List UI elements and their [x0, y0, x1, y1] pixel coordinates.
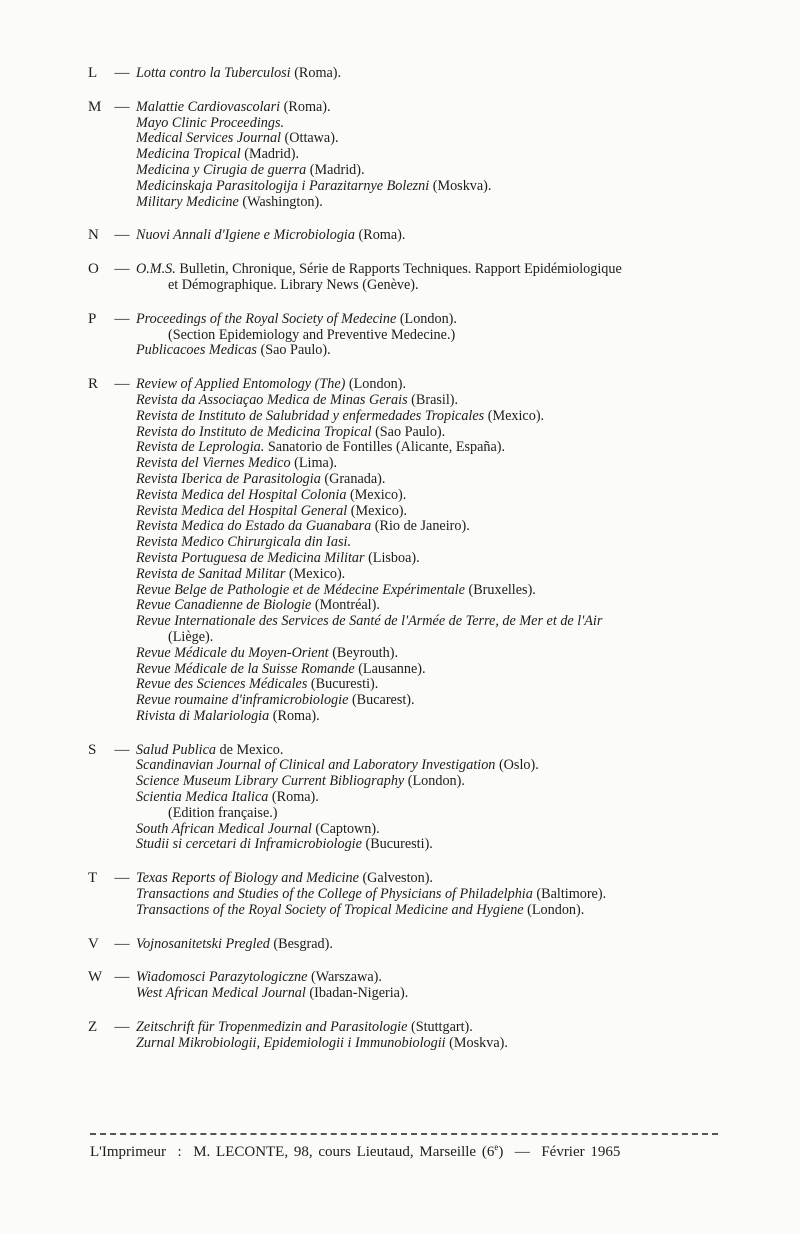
journal-entry: [136, 472, 728, 488]
section-dash: —: [114, 935, 130, 952]
journal-title: Medicina Tropical: [136, 146, 241, 163]
journal-entry: [136, 228, 728, 244]
journal-location: et Démographique. Library News (Genève).: [168, 276, 419, 293]
section-m: [88, 100, 728, 211]
section-o: [88, 262, 728, 294]
journal-title: Mayo Clinic Proceedings.: [136, 114, 285, 131]
journal-location: (Roma).: [280, 98, 331, 115]
printer-label: L'Imprimeur: [90, 1144, 167, 1160]
journal-entry: [136, 131, 728, 147]
journal-index-list: [88, 66, 728, 1070]
journal-entry: [136, 100, 728, 116]
journal-location: (Sao Paulo).: [256, 342, 331, 359]
journal-title: Revue Belge de Pathologie et de Médecine Expérimentale: [136, 581, 465, 598]
section-n: [88, 228, 728, 244]
journal-entry: [136, 551, 728, 567]
journal-location: de Mexico.: [216, 741, 284, 758]
section-entries: [136, 871, 728, 918]
section-letter: O: [88, 261, 99, 278]
journal-entry: [136, 887, 728, 903]
journal-location: (Rio de Janeiro).: [371, 518, 470, 535]
journal-title: Lotta contro la Tuberculosi: [136, 65, 291, 81]
journal-location: (Liège).: [168, 628, 214, 645]
journal-entry: [136, 425, 728, 441]
journal-title: Transactions of the Royal Society of Tropical Medicine and Hygiene: [136, 901, 524, 918]
journal-title: Revue Internationale des Services de Santé de l'Armée de Terre, de Mer et de l'Air: [136, 613, 603, 630]
section-entries: [136, 1020, 728, 1052]
section-z: [88, 1020, 728, 1052]
section-dash: —: [114, 310, 130, 327]
section-l: [88, 66, 728, 82]
journal-title: Revue Canadienne de Biologie: [136, 597, 312, 614]
district-superscript: e: [494, 1142, 499, 1152]
journal-entry: [136, 986, 728, 1002]
journal-entry: [136, 377, 728, 393]
journal-title: Revista Iberica de Parasitologia: [136, 470, 321, 487]
section-letter: V: [88, 935, 99, 952]
journal-title: Military Medicine: [136, 193, 239, 210]
section-dash: —: [114, 261, 130, 278]
print-date: Février 1965: [541, 1144, 621, 1160]
journal-location: (Lausanne).: [354, 660, 426, 677]
journal-location: (Edition française.): [168, 804, 278, 821]
journal-entry: [136, 774, 728, 790]
journal-location: (Besgrad).: [269, 935, 333, 952]
journal-entry: [136, 409, 728, 425]
journal-location: Sanatorio de Fontilles (Alicante, España).: [264, 439, 506, 456]
journal-entry: [136, 583, 728, 599]
journal-entry: [136, 488, 728, 504]
journal-title: West African Medical Journal: [136, 985, 306, 1002]
journal-title: O.M.S.: [136, 261, 176, 278]
journal-title: Wiadomosci Parazytologiczne: [136, 969, 308, 986]
section-entries: [136, 262, 728, 294]
section-dash: —: [114, 98, 130, 115]
journal-title: Salud Publica: [136, 741, 216, 758]
journal-location: (Warszawa).: [307, 969, 382, 986]
section-entries: [136, 970, 728, 1002]
journal-location: (Bruxelles).: [464, 581, 536, 598]
journal-entry: [136, 598, 728, 614]
journal-location: (Mexico).: [347, 502, 408, 519]
journal-title: Revista Medica del Hospital General: [136, 502, 348, 519]
section-dash: —: [114, 227, 130, 244]
journal-location: (Mexico).: [484, 407, 545, 424]
journal-title: Medicina y Cirugia de guerra: [136, 161, 307, 178]
journal-location: Bulletin, Chronique, Série de Rapports Techniques. Rapport Epidémiologique: [175, 261, 622, 278]
journal-title: Revista de Leprologia.: [136, 439, 265, 456]
journal-location: (Moskva).: [429, 177, 492, 194]
section-entries: [136, 100, 728, 211]
journal-entry: [136, 504, 728, 520]
section-dash: —: [114, 65, 130, 81]
journal-location: (London).: [396, 310, 457, 327]
section-w: [88, 970, 728, 1002]
journal-title: Revue roumaine d'inframicrobiologie: [136, 692, 349, 709]
journal-entry: [136, 758, 728, 774]
journal-title: Zeitschrift für Tropenmedizin and Parasitologie: [136, 1019, 408, 1036]
journal-location: (London).: [523, 901, 585, 918]
section-entries: [136, 743, 728, 854]
journal-entry: [136, 440, 728, 456]
journal-entry: [136, 328, 728, 344]
journal-title: Medical Services Journal: [136, 130, 281, 147]
journal-entry: [136, 806, 728, 822]
journal-title: Vojnosanitetski Pregled: [136, 935, 270, 952]
journal-location: (Ottawa).: [280, 130, 339, 147]
journal-title: Revista Medica do Estado da Guanabara: [136, 518, 372, 535]
section-letter: L: [88, 65, 98, 81]
journal-title: Revue des Sciences Médicales: [136, 676, 308, 693]
section-dash: —: [114, 741, 130, 758]
journal-entry: [136, 393, 728, 409]
journal-entry: [136, 66, 728, 82]
section-letter: N: [88, 227, 99, 244]
journal-entry: [136, 195, 728, 211]
journal-entry: [136, 822, 728, 838]
journal-title: Scandinavian Journal of Clinical and Laboratory Investigation: [136, 757, 496, 774]
journal-title: Revista del Viernes Medico: [136, 455, 291, 472]
journal-location: (Beyrouth).: [328, 644, 398, 661]
journal-title: Scientia Medica Italica: [136, 789, 269, 806]
journal-location: (Bucarest).: [348, 692, 415, 709]
journal-title: Medicinskaja Parasitologija i Parazitarnye Bolezni: [136, 177, 430, 194]
journal-title: Proceedings of the Royal Society of Medecine: [136, 310, 397, 327]
journal-title: Revista de Instituto de Salubridad y enfermedades Tropicales: [136, 407, 485, 424]
journal-entry: [136, 163, 728, 179]
section-letter: S: [88, 741, 97, 758]
section-entries: [136, 66, 728, 82]
journal-location: (Bucuresti).: [307, 676, 379, 693]
journal-title: Revista Medica del Hospital Colonia: [136, 486, 347, 503]
journal-entry: [136, 790, 728, 806]
journal-location: (Roma).: [269, 707, 320, 724]
section-dash: —: [114, 969, 130, 986]
journal-location: (London).: [345, 376, 407, 393]
journal-title: Science Museum Library Current Bibliography: [136, 773, 405, 790]
section-dash: —: [114, 870, 130, 887]
journal-location: (Lima).: [290, 455, 338, 472]
section-letter: T: [88, 870, 98, 887]
journal-title: South African Medical Journal: [136, 820, 312, 837]
journal-location: (Stuttgart).: [407, 1019, 473, 1036]
journal-location: (Brasil).: [407, 391, 459, 408]
journal-location: (Montréal).: [311, 597, 380, 614]
journal-location: (Captown).: [311, 820, 380, 837]
journal-entry: [136, 937, 728, 953]
section-entries: [136, 377, 728, 725]
section-letter: P: [88, 310, 97, 327]
journal-title: Transactions and Studies of the College of Physicians of Philadelphia: [136, 886, 533, 903]
journal-title: Revista do Instituto de Medicina Tropical: [136, 423, 372, 440]
journal-location: (Galveston).: [358, 870, 433, 887]
section-s: [88, 743, 728, 854]
section-entries: [136, 228, 728, 244]
printer-footer: L'Imprimeur : M. LECONTE, 98, cours Lieutaud, Marseille (6e) — Février 1965: [90, 1142, 621, 1160]
journal-title: Revue Médicale du Moyen-Orient: [136, 644, 329, 661]
journal-entry: [136, 147, 728, 163]
district-number: 6: [486, 1144, 495, 1160]
journal-entry: [136, 179, 728, 195]
journal-title: Revista Medico Chirurgicala din Iasi.: [136, 534, 352, 551]
journal-entry: [136, 519, 728, 535]
journal-location: (Roma).: [290, 65, 342, 81]
journal-location: (Roma).: [354, 227, 406, 244]
journal-entry: [136, 709, 728, 725]
section-letter: Z: [88, 1019, 98, 1036]
journal-entry: [136, 903, 728, 919]
journal-title: Revue Médicale de la Suisse Romande: [136, 660, 355, 677]
section-letter: W: [88, 969, 103, 986]
section-entries: [136, 312, 728, 359]
journal-entry: [136, 630, 728, 646]
footer-rule: [90, 1133, 718, 1135]
journal-title: Studii si cercetari di Inframicrobiologie: [136, 836, 362, 853]
journal-location: (Moskva).: [445, 1034, 508, 1051]
journal-entry: [136, 116, 728, 132]
section-r: [88, 377, 728, 725]
journal-location: (Ibadan-Nigeria).: [305, 985, 409, 1002]
printer-address: 98, cours Lieutaud, Marseille: [293, 1144, 477, 1160]
section-p: [88, 312, 728, 359]
journal-entry: [136, 312, 728, 328]
journal-title: Texas Reports of Biology and Medicine: [136, 870, 359, 887]
journal-title: Publicacoes Medicas: [136, 342, 257, 359]
journal-entry: [136, 1020, 728, 1036]
journal-entry: [136, 693, 728, 709]
section-letter: R: [88, 376, 99, 393]
journal-entry: [136, 743, 728, 759]
journal-location: (London).: [404, 773, 465, 790]
journal-title: Revista Portuguesa de Medicina Militar: [136, 549, 365, 566]
journal-entry: [136, 262, 728, 278]
journal-location: (Bucuresti).: [361, 836, 433, 853]
section-t: [88, 871, 728, 918]
journal-entry: [136, 871, 728, 887]
journal-location: (Baltimore).: [532, 886, 607, 903]
printer-name: M. LECONTE,: [193, 1144, 289, 1160]
section-dash: —: [114, 376, 130, 393]
journal-title: Revista da Associaçao Medica de Minas Gerais: [136, 391, 408, 408]
section-v: [88, 937, 728, 953]
journal-location: (Sao Paulo).: [371, 423, 446, 440]
journal-entry: [136, 343, 728, 359]
journal-entry: [136, 567, 728, 583]
journal-location: (Lisboa).: [364, 549, 420, 566]
journal-title: Nuovi Annali d'Igiene e Microbiologia: [136, 227, 355, 244]
journal-location: (Washington).: [238, 193, 323, 210]
journal-entry: [136, 1036, 728, 1052]
journal-title: Rivista di Malariologia: [136, 707, 270, 724]
journal-location: (Mexico).: [285, 565, 346, 582]
journal-location: (Mexico).: [346, 486, 407, 503]
section-letter: M: [88, 98, 102, 115]
journal-title: Zurnal Mikrobiologii, Epidemiologii i Immunobiologii: [136, 1034, 446, 1051]
journal-entry: [136, 278, 728, 294]
journal-entry: [136, 662, 728, 678]
journal-entry: [136, 535, 728, 551]
journal-location: (Section Epidemiology and Preventive Medecine.): [168, 326, 456, 343]
section-entries: [136, 937, 728, 953]
journal-location: (Madrid).: [240, 146, 299, 163]
journal-entry: [136, 614, 728, 630]
section-dash: —: [114, 1019, 130, 1036]
journal-location: (Madrid).: [306, 161, 365, 178]
journal-location: (Granada).: [320, 470, 386, 487]
journal-entry: [136, 456, 728, 472]
journal-location: (Oslo).: [495, 757, 539, 774]
journal-title: Review of Applied Entomology (The): [136, 376, 346, 393]
journal-entry: [136, 677, 728, 693]
journal-entry: [136, 646, 728, 662]
journal-title: Revista de Sanitad Militar: [136, 565, 286, 582]
journal-title: Malattie Cardiovascolari: [136, 98, 281, 115]
journal-location: (Roma).: [268, 789, 319, 806]
journal-entry: [136, 970, 728, 986]
journal-entry: [136, 837, 728, 853]
